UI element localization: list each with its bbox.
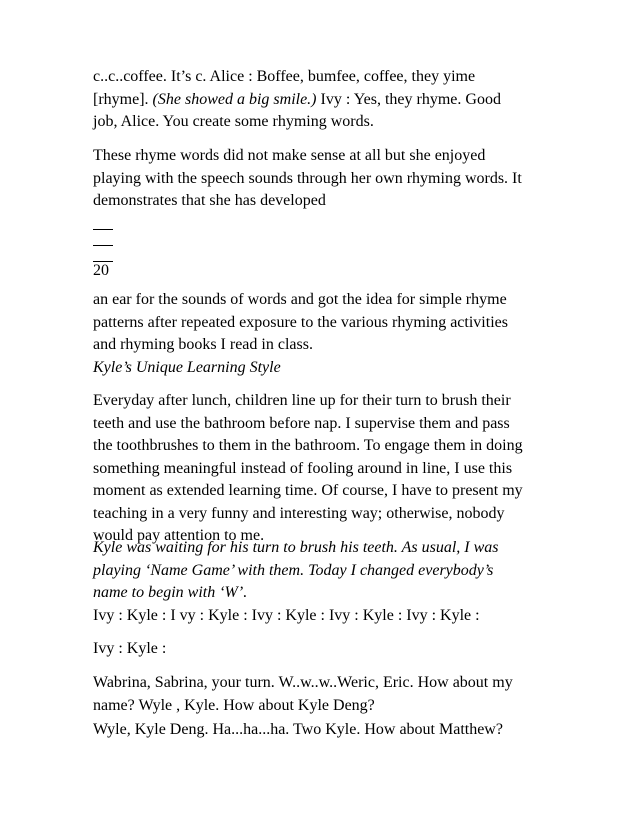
text-line: [93, 89, 553, 112]
separator-dash: [93, 215, 113, 231]
text-line: c..c..coffee. It’s c. Alice : Boffee, bumfee, coffee, they yime: [93, 68, 476, 85]
text-line: something meaningful instead of fooling around in line, I use this: [93, 459, 513, 477]
text-line: Wabrina, Sabrina, your turn. W..w..w..Weric, Eric. How about my: [93, 674, 513, 691]
text-line: teeth and use the bathroom before nap. I supervise them and pass: [93, 414, 510, 432]
text-line: and rhyming books I read in class.: [93, 336, 313, 353]
text-line: demonstrates that she has developed: [93, 192, 326, 209]
dialogue-line: Ivy : Kyle :: [93, 640, 167, 657]
text-span: Ivy : Yes, they rhyme. Good: [316, 90, 501, 108]
page-number: 20: [93, 262, 109, 279]
body-paragraph: [93, 289, 553, 357]
section-heading: Kyle’s Unique Learning Style: [93, 359, 281, 376]
stage-direction: (She showed a big smile.): [152, 90, 317, 108]
text-line: name to begin with ‘W’.: [93, 584, 248, 601]
footnote-separator: [93, 215, 113, 263]
text-line: would pay attention to me.: [93, 527, 265, 544]
text-line: playing ‘Name Game’ with them. Today I changed everybody’s: [93, 561, 494, 579]
body-paragraph: [93, 145, 553, 213]
dialogue-paragraph-alice: [93, 66, 553, 134]
italic-paragraph: [93, 537, 553, 605]
text-line: moment as extended learning time. Of course, I have to present my: [93, 482, 523, 499]
dialogue-line: Wyle, Kyle Deng. Ha...ha...ha. Two Kyle. How about Matthew?: [93, 721, 503, 738]
dialogue-paragraph: [93, 672, 553, 717]
text-line: name? Wyle , Kyle. How about Kyle Deng?: [93, 696, 375, 714]
text-line: These rhyme words did not make sense at all but she enjoyed: [93, 147, 486, 164]
separator-dash: [93, 231, 113, 247]
dialogue-line: Ivy : Kyle : I vy : Kyle : Ivy : Kyle : Ivy : Kyle : Ivy : Kyle :: [93, 607, 480, 624]
text-line: the toothbrushes to them in the bathroom. To engage them in doing: [93, 437, 523, 454]
text-line: job, Alice. You create some rhyming words.: [93, 113, 374, 130]
text-line: patterns after repeated exposure to the various rhyming activities: [93, 313, 508, 331]
text-line: playing with the speech sounds through her own rhyming words. It: [93, 169, 522, 187]
text-line: an ear for the sounds of words and got the idea for simple rhyme: [93, 291, 507, 308]
text-span: [rhyme].: [93, 90, 153, 108]
text-line: teaching in a very funny and interesting way; otherwise, nobody: [93, 504, 505, 522]
body-paragraph: [93, 390, 553, 548]
text-line: Everyday after lunch, children line up for their turn to brush their: [93, 392, 511, 409]
text-line: Kyle was waiting for his turn to brush his teeth. As usual, I was: [93, 539, 499, 556]
